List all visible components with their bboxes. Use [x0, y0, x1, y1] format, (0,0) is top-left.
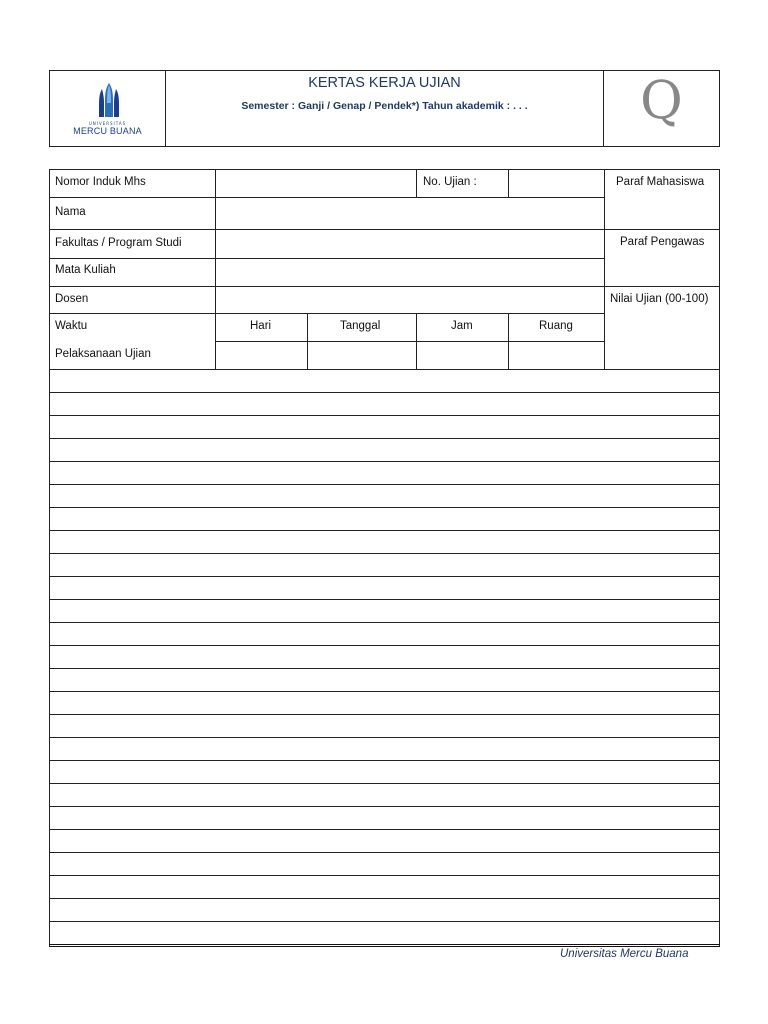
paraf-mahasiswa-label: Paraf Mahasiswa	[616, 176, 705, 188]
dosen-label: Dosen	[55, 293, 89, 305]
writing-line	[50, 392, 719, 393]
logo-cell	[50, 71, 166, 146]
header-box	[49, 70, 720, 147]
ruang-label: Ruang	[539, 320, 573, 332]
info-line-6	[215, 341, 604, 342]
waktu-label: Waktu	[55, 320, 88, 332]
q-mark: Q	[640, 71, 683, 131]
writing-line	[50, 622, 719, 623]
info-vline-tanggal	[416, 313, 417, 370]
logo-name: MERCU BUANA	[73, 126, 142, 136]
logo-small-text: UNIVERSITAS	[88, 121, 127, 126]
q-cell	[604, 71, 719, 146]
writing-area	[49, 369, 720, 946]
nama-label: Nama	[55, 206, 86, 218]
no-ujian-label: No. Ujian :	[423, 176, 477, 188]
title-cell	[166, 71, 604, 146]
writing-line	[50, 875, 719, 876]
writing-line	[50, 829, 719, 830]
writing-line	[50, 714, 719, 715]
info-vline-right-block	[604, 169, 605, 370]
writing-line	[50, 415, 719, 416]
writing-line	[50, 737, 719, 738]
footer-text: Universitas Mercu Buana	[560, 948, 689, 960]
writing-line	[50, 645, 719, 646]
writing-line	[50, 599, 719, 600]
writing-line	[50, 852, 719, 853]
info-line-4	[49, 286, 720, 287]
fakultas-label: Fakultas / Program Studi	[55, 237, 182, 249]
info-line-top	[49, 169, 720, 170]
jam-label: Jam	[451, 320, 473, 332]
writing-line	[50, 760, 719, 761]
info-line-1	[49, 197, 604, 198]
info-vline-noujian-left	[416, 169, 417, 197]
writing-line	[50, 921, 719, 922]
footer-rule-top	[49, 944, 720, 945]
info-vline-right	[719, 169, 720, 370]
info-vline-label	[215, 169, 216, 370]
writing-line	[50, 668, 719, 669]
writing-line	[50, 553, 719, 554]
info-vline-hari	[307, 313, 308, 370]
nim-label: Nomor Induk Mhs	[55, 176, 146, 188]
writing-line	[50, 806, 719, 807]
page-title: KERTAS KERJA UJIAN	[308, 75, 461, 91]
info-line-2	[49, 229, 720, 230]
mata-kuliah-label: Mata Kuliah	[55, 264, 116, 276]
info-line-3	[49, 258, 604, 259]
page-subtitle: Semester : Ganji / Genap / Pendek*) Tahun akademik : . . .	[241, 100, 528, 112]
writing-line	[50, 530, 719, 531]
info-vline-jam	[508, 313, 509, 370]
writing-line	[50, 691, 719, 692]
footer-rule-bottom	[49, 946, 720, 947]
writing-line	[50, 898, 719, 899]
hari-label: Hari	[250, 320, 272, 332]
info-vline-noujian-right	[508, 169, 509, 197]
info-line-5	[49, 313, 604, 314]
paraf-pengawas-label: Paraf Pengawas	[620, 236, 705, 248]
writing-line	[50, 461, 719, 462]
writing-line	[50, 576, 719, 577]
nilai-label: Nilai Ujian (00-100)	[610, 293, 709, 305]
writing-line	[50, 783, 719, 784]
tanggal-label: Tanggal	[340, 320, 381, 332]
writing-line	[50, 438, 719, 439]
mercu-buana-logo-icon	[96, 83, 122, 117]
info-vline-left	[49, 169, 50, 370]
info-table	[49, 169, 720, 370]
pelaksanaan-label: Pelaksanaan Ujian	[55, 348, 151, 360]
writing-line	[50, 484, 719, 485]
writing-line	[50, 507, 719, 508]
